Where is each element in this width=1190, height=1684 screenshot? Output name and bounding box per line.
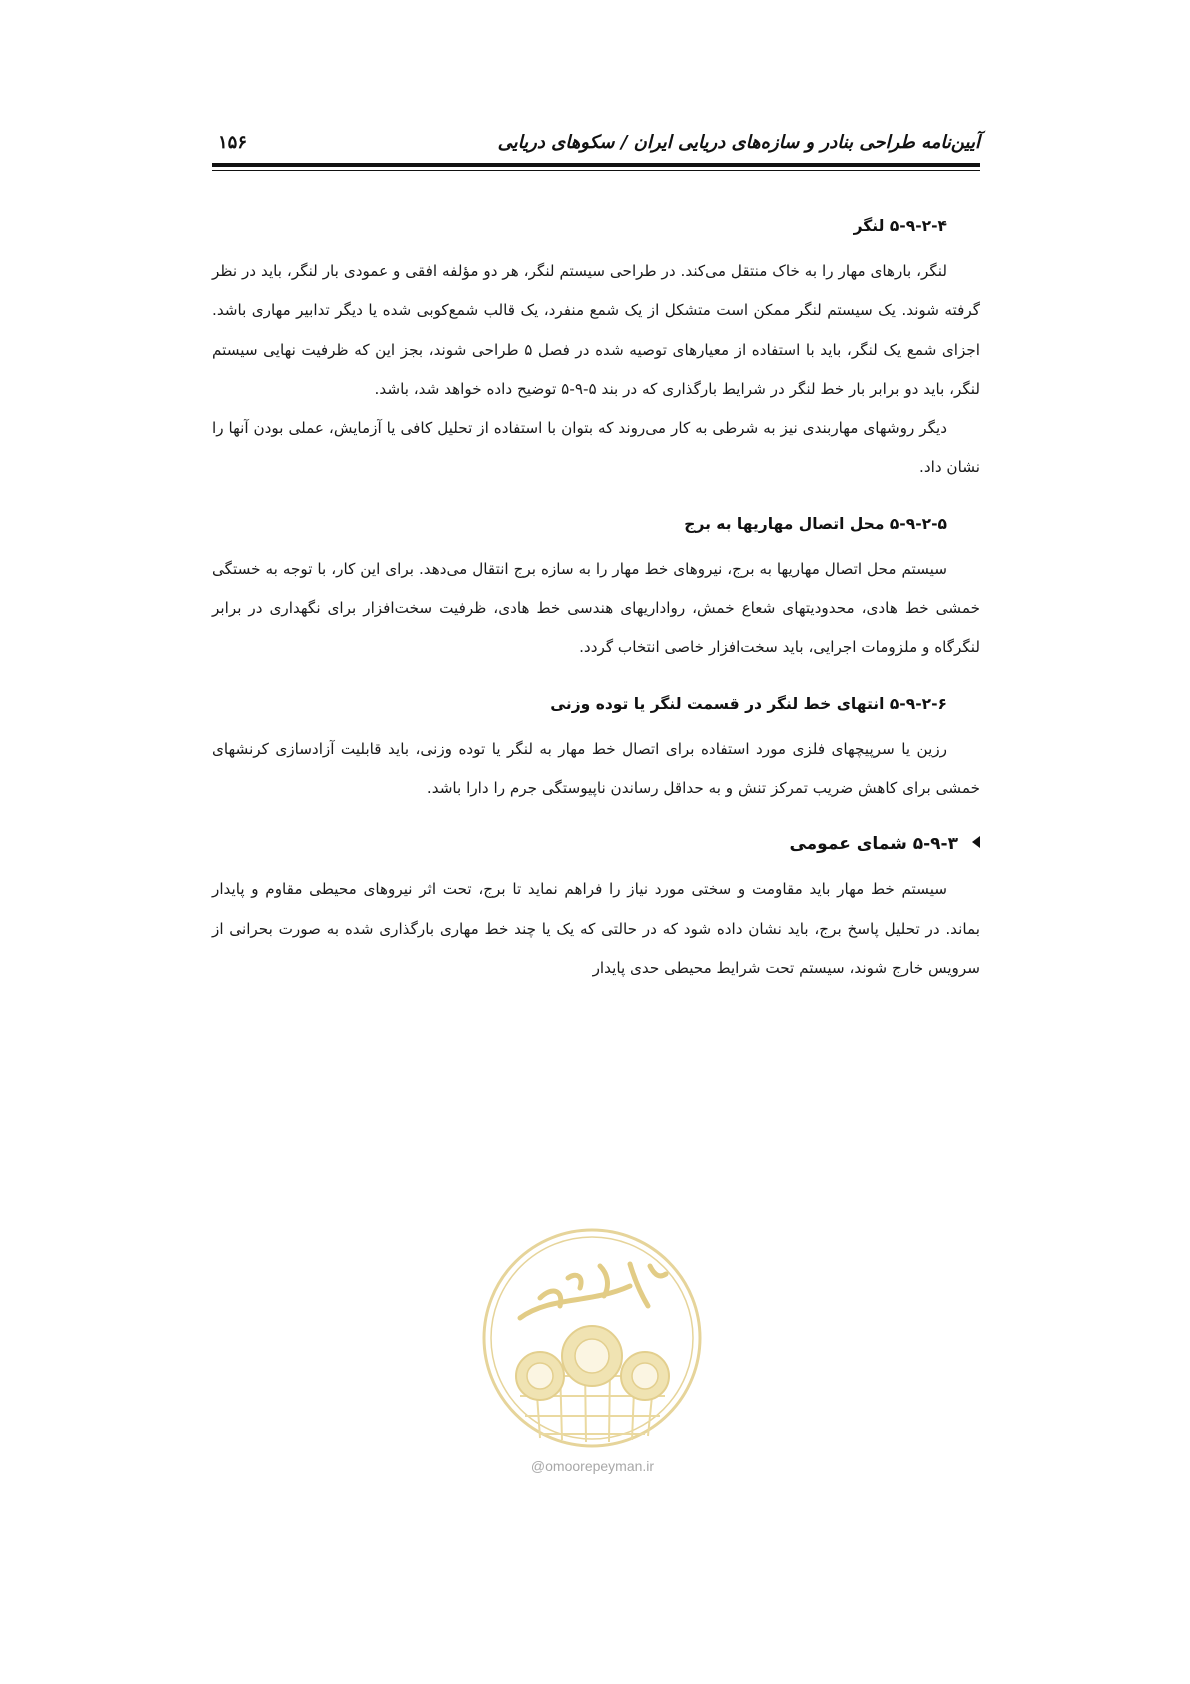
header-rule-thick — [212, 163, 980, 167]
paragraph-anchor-termination-1: رزین یا سرپیچهای فلزی مورد استفاده برای اتصال خط مهار به لنگر یا توده وزنی، باید قابلیت آزادسازی کرنشهای خمشی برای کاهش ضریب تمرکز تنش و به حداقل رساندن ناپیوستگی جرم را دارا باشد. — [212, 739, 980, 797]
header-rule-thin — [212, 170, 980, 171]
paragraph-anchor-1: لنگر، بارهای مهار را به خاک منتقل می‌کند. در طراحی سیستم لنگر، هر دو مؤلفه افقی و عمودی بار لنگر، باید در نظر گرفته شوند. یک سیستم لنگر ممکن است متشکل از یک شمع منفرد، یک قالب شمع‌کوبی شده یا دیگر تدابیر مهاری باشد. اجزای شمع یک لنگر، باید با استفاده از معیارهای توصیه شده در فصل ۵ طراحی شوند، بجز این که ظرفیت نهایی سیستم لنگر، باید دو برابر بار خط لنگر در شرایط بارگذاری که در بند ۵-۹-۵ توضیح داده خواهد شد، باشد. — [212, 262, 980, 398]
page-number: ۱۵۶ — [218, 132, 248, 153]
paragraph-anchor-2: دیگر روشهای مهاربندی نیز به شرطی به کار می‌روند که بتوان با استفاده از تحلیل کافی یا آزمایش، عملی بودن آنها را نشان داد. — [212, 419, 980, 477]
watermark-url: @omoorepeyman.ir — [530, 1458, 655, 1474]
running-header-title: آیین‌نامه طراحی بنادر و سازه‌های دریایی ایران / سکوهای دریایی — [497, 132, 980, 153]
section-heading-general-scheme-text: ۵-۹-۳ شمای عمومی — [789, 834, 958, 855]
section-heading-general-scheme — [212, 832, 980, 856]
running-header — [212, 128, 980, 168]
section-heading-attachment: ۵-۹-۲-۵ محل اتصال مهاریها به برج — [684, 514, 947, 533]
section-heading-anchor-termination: ۵-۹-۲-۶ انتهای خط لنگر در قسمت لنگر یا توده وزنی — [550, 694, 947, 713]
section-heading-anchor: ۵-۹-۲-۴ لنگر — [853, 217, 947, 235]
paragraph-attachment-1: سیستم محل اتصال مهاریها به برج، نیروهای خط مهار را به سازه برج انتقال می‌دهد. برای این کار، با توجه به خستگی خمشی خط هادی، محدودیتهای شعاع خمش، رواداریهای هندسی خط هادی، ظرفیت سخت‌افزار برای نگهداری در برابر لنگرگاه و ملزومات اجرایی، باید سخت‌افزار خاصی انتخاب گردد. — [212, 559, 980, 657]
section-marker-icon — [972, 836, 980, 848]
body-content — [212, 214, 980, 988]
watermark — [480, 1226, 705, 1486]
omoorepeyman-seal-icon — [480, 1226, 705, 1456]
paragraph-general-scheme-1: سیستم خط مهار باید مقاومت و سختی مورد نیاز را فراهم نماید تا برج، تحت اثر نیروهای محیطی مقاوم و پایدار بماند. در تحلیل پاسخ برج، باید نشان داده شود که در حالتی که یک یا چند خط مهاری بارگذاری شده به صورت بحرانی از سرویس خارج شوند، سیستم تحت شرایط محیطی حدی پایدار — [212, 880, 980, 977]
